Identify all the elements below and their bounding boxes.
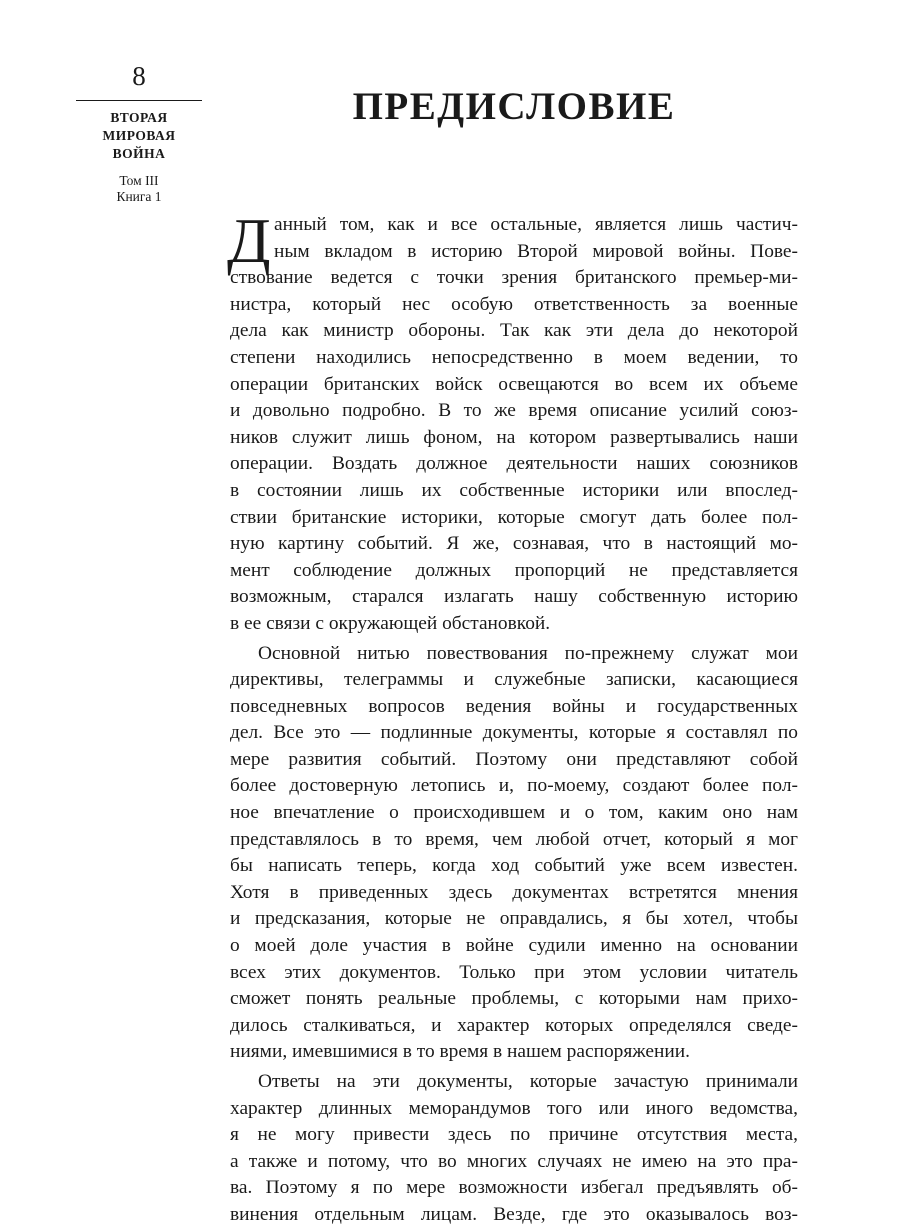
text-line: возможным, старался излагать нашу собственную историю xyxy=(230,586,798,608)
text-line: ствии британские историки, которые смогут дать более пол- xyxy=(230,506,798,528)
text-line: Хотя в приведенных здесь документах встретятся мнения xyxy=(230,881,798,903)
sidebar-rule xyxy=(76,100,202,101)
text-line: ва. Поэтому я по мере возможности избегал предъявлять об- xyxy=(230,1177,798,1199)
page-number: 8 xyxy=(132,61,146,91)
text-line: ное впечатление о происходившем и о том, каким оно нам xyxy=(230,802,798,824)
text-line: степени находились непосредственно в моем ведении, то xyxy=(230,346,798,368)
text-line: Основной нитью повествования по-прежнему служат мои xyxy=(258,642,798,664)
text-line: дел. Все это — подлинные документы, которые я составлял по xyxy=(230,722,798,744)
text-line: и довольно подробно. В то же время описание усилий союз- xyxy=(230,400,798,422)
text-line: мере развития событий. Поэтому они представляют собой xyxy=(230,748,798,770)
text-line: анный том, как и все остальные, является лишь частич- xyxy=(274,214,798,235)
text-line: в ее связи с окружающей обстановкой. xyxy=(230,612,551,634)
text-line: нистра, который нес особую ответственность за военные xyxy=(230,293,798,315)
text-line: представлялось в то время, чем любой отчет, который я мог xyxy=(230,828,798,850)
volume-info xyxy=(76,173,202,205)
text-line: ствование ведется с точки зрения британского премьер-ми- xyxy=(230,267,798,289)
text-line: винения отдельным лицам. Везде, где это оказывалось воз- xyxy=(230,1203,798,1225)
volume-label: Том III xyxy=(119,173,159,188)
text-line: всех этих документов. Только при этом условии читатель xyxy=(230,961,798,983)
text-line: повседневных вопросов ведения войны и государственных xyxy=(230,695,798,717)
text-line: более достоверную летопись и, по-моему, создают более пол- xyxy=(230,775,798,797)
series-title-line: ВОЙНА xyxy=(112,146,166,161)
text-line: мент соблюдение должных пропорций не представляется xyxy=(230,559,798,581)
series-title-line: ВТОРАЯ xyxy=(110,110,168,125)
series-title-line: МИРОВАЯ xyxy=(102,128,176,143)
series-title xyxy=(76,109,202,163)
text-line: операции британских войск освещаются во всем их объеме xyxy=(230,373,798,395)
paragraph xyxy=(227,205,798,638)
text-line: и предсказания, которые не оправдались, я бы хотел, чтобы xyxy=(230,908,798,930)
text-line: операции. Воздать должное деятельности наших союзников xyxy=(230,453,798,475)
text-line: директивы, телеграммы и служебные записки, касающиеся xyxy=(230,669,798,691)
text-line: о моей доле участия в войне судили именно на основании xyxy=(230,935,798,957)
text-line: ную картину событий. Я же, сознавая, что в настоящий мо- xyxy=(230,533,798,555)
book-label: Книга 1 xyxy=(116,189,162,204)
text-line: характер длинных меморандумов того или иного ведомства, xyxy=(230,1097,798,1119)
text-line: а также и потому, что во многих случаях не имею на это пра- xyxy=(230,1150,798,1172)
text-line: сможет понять реальные проблемы, с которыми нам прихо- xyxy=(230,988,798,1010)
text-line: Ответы на эти документы, которые зачастую принимали xyxy=(258,1071,798,1092)
text-line: ниями, имевшимися в то время в нашем распоряжении. xyxy=(230,1041,690,1063)
text-line: в состоянии лишь их собственные историки или впослед- xyxy=(230,479,798,501)
text-line: ников служит лишь фоном, на котором развертывались наши xyxy=(230,426,798,448)
drop-cap: Д xyxy=(227,205,271,276)
text-line: ным вкладом в историю Второй мировой войны. Пове- xyxy=(274,240,798,262)
text-line: я не могу привести здесь по причине отсутствия места, xyxy=(230,1124,798,1146)
paragraph xyxy=(230,1069,798,1229)
chapter-title: ПРЕДИСЛОВИЕ xyxy=(352,85,676,129)
text-line: бы написать теперь, когда ход событий уже всем известен. xyxy=(230,855,798,877)
paragraph xyxy=(230,641,798,1067)
text-line: дела как министр обороны. Так как эти дела до некоторой xyxy=(230,320,798,342)
body-text xyxy=(227,205,798,1232)
text-line: дилось сталкиваться, и характер которых определялся сведе- xyxy=(230,1014,798,1036)
